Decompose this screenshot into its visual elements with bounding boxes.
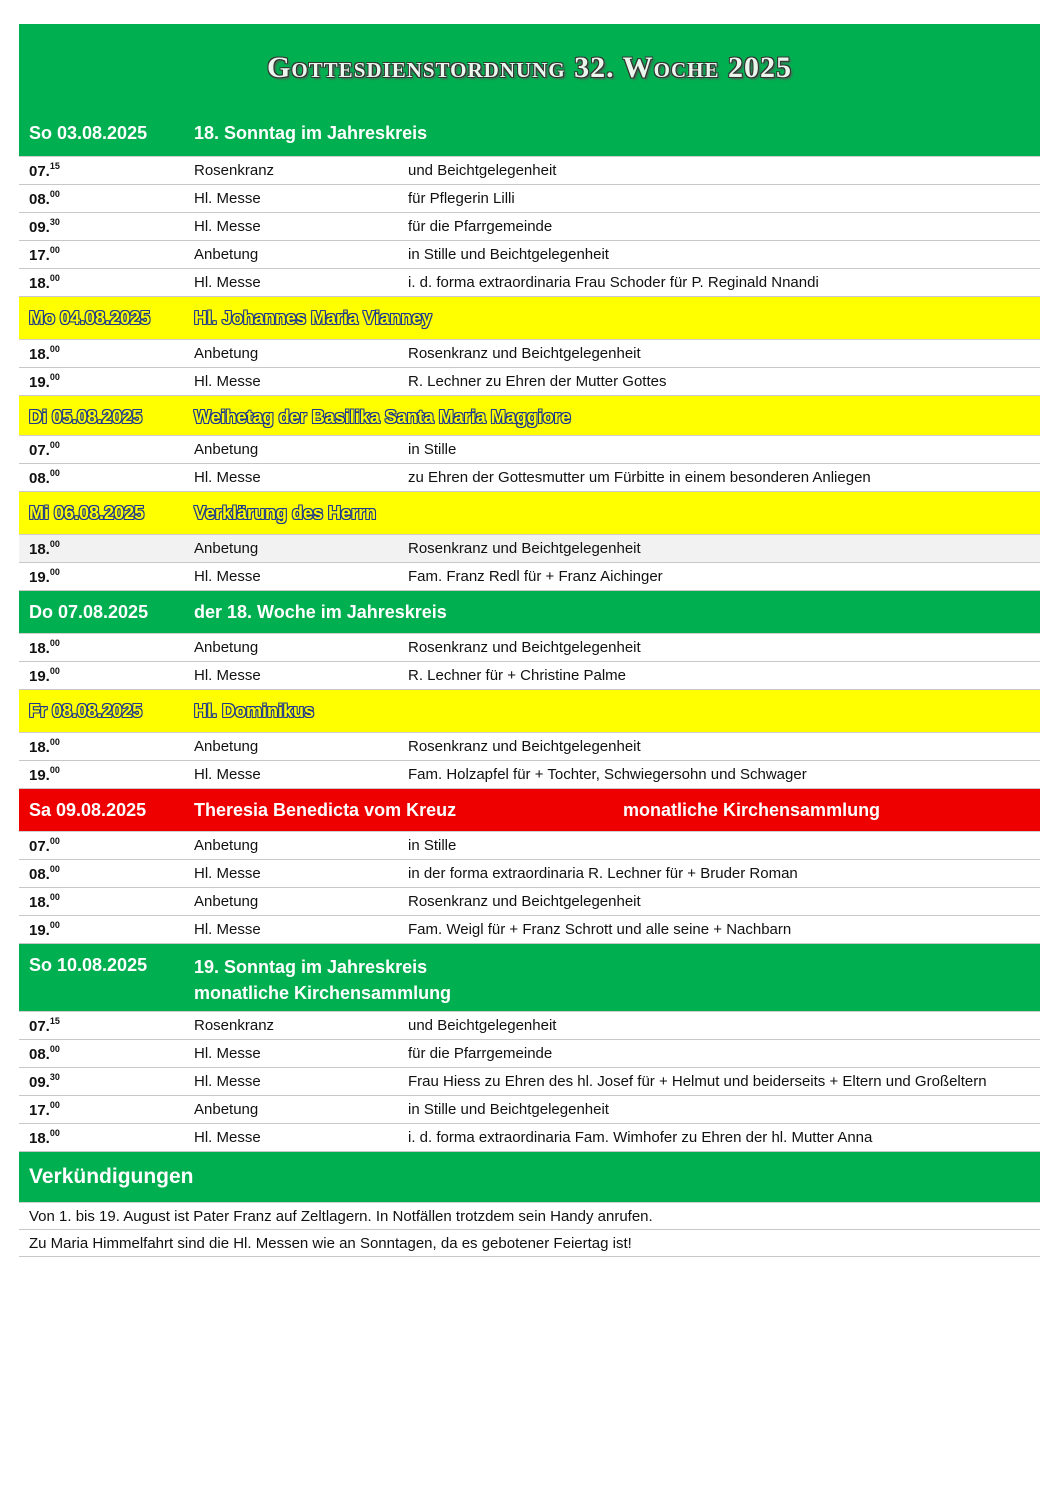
time-hour: 08. — [29, 1046, 50, 1063]
time-hour: 09. — [29, 219, 50, 236]
service-row — [19, 860, 1040, 888]
day-rows — [19, 1012, 1040, 1152]
service-time — [19, 539, 194, 558]
time-minute: 00 — [49, 1128, 60, 1138]
service-time — [19, 161, 194, 180]
schedule-sheet — [19, 24, 1040, 1257]
time-hour: 08. — [29, 191, 50, 208]
service-row — [19, 1068, 1040, 1096]
service-kind: Hl. Messe — [194, 921, 261, 938]
time-minute: 00 — [49, 892, 60, 902]
service-kind: Hl. Messe — [194, 1073, 261, 1090]
day-rows — [19, 535, 1040, 591]
service-time — [19, 1100, 194, 1119]
day-name: 18. Sonntag im Jahreskreis — [194, 123, 428, 143]
announcements-heading: Verkündigungen — [19, 1152, 1040, 1203]
service-time — [19, 189, 194, 208]
service-intention: Rosenkranz und Beichtgelegenheit — [408, 893, 641, 910]
time-hour: 08. — [29, 470, 50, 487]
service-kind: Rosenkranz — [194, 1017, 275, 1034]
time-minute: 00 — [49, 1044, 60, 1054]
service-kind: Anbetung — [194, 1101, 259, 1118]
service-row — [19, 436, 1040, 464]
service-intention: für die Pfarrgemeinde — [408, 218, 553, 235]
service-row — [19, 269, 1040, 297]
day-header-tuesday — [19, 396, 1040, 436]
time-hour: 07. — [29, 442, 50, 459]
service-time — [19, 1072, 194, 1091]
service-intention: Rosenkranz und Beichtgelegenheit — [408, 345, 641, 362]
service-time — [19, 765, 194, 784]
service-row — [19, 832, 1040, 860]
service-time — [19, 245, 194, 264]
service-row — [19, 464, 1040, 492]
time-minute: 15 — [49, 161, 60, 171]
time-minute: 00 — [49, 638, 60, 648]
day-name: Hl. Dominikus — [194, 701, 315, 721]
service-row — [19, 1012, 1040, 1040]
service-time — [19, 273, 194, 292]
service-kind: Anbetung — [194, 738, 259, 755]
day-date: So 03.08.2025 — [29, 123, 148, 143]
day-header-saturday — [19, 789, 1040, 832]
day-rows — [19, 340, 1040, 396]
day-rows — [19, 436, 1040, 492]
day-date: Mo 04.08.2025 — [29, 308, 151, 328]
service-time — [19, 1016, 194, 1035]
day-extra-note: monatliche Kirchensammlung — [194, 983, 452, 1003]
day-header-sunday-1008 — [19, 944, 1040, 1012]
time-minute: 00 — [49, 539, 60, 549]
service-kind: Hl. Messe — [194, 373, 261, 390]
day-date: So 10.08.2025 — [29, 955, 148, 975]
announcement-item: Von 1. bis 19. August ist Pater Franz auf Zeltlagern. In Notfällen trotzdem sein Handy anrufen. — [19, 1203, 1040, 1230]
time-hour: 08. — [29, 866, 50, 883]
time-hour: 18. — [29, 894, 50, 911]
service-time — [19, 440, 194, 459]
time-hour: 07. — [29, 838, 50, 855]
service-intention: Rosenkranz und Beichtgelegenheit — [408, 540, 641, 557]
service-time — [19, 864, 194, 883]
service-row — [19, 241, 1040, 269]
service-time — [19, 920, 194, 939]
time-hour: 17. — [29, 1102, 50, 1119]
service-time — [19, 666, 194, 685]
time-minute: 00 — [49, 245, 60, 255]
time-hour: 19. — [29, 922, 50, 939]
time-hour: 19. — [29, 668, 50, 685]
day-header-friday — [19, 690, 1040, 733]
day-rows — [19, 832, 1040, 944]
day-name: 19. Sonntag im Jahreskreis — [194, 957, 428, 977]
day-extra-note: monatliche Kirchensammlung — [623, 800, 881, 820]
service-intention: in Stille und Beichtgelegenheit — [408, 246, 609, 263]
service-intention: für Pflegerin Lilli — [408, 190, 515, 207]
day-name: Theresia Benedicta vom Kreuz — [194, 800, 457, 820]
service-time — [19, 372, 194, 391]
page-title: Gottesdienstordnung 32. Woche 2025 — [267, 51, 792, 84]
time-minute: 00 — [49, 920, 60, 930]
time-hour: 18. — [29, 640, 50, 657]
service-row — [19, 185, 1040, 213]
service-intention: in Stille — [408, 837, 457, 854]
day-name: Weihetag der Basilika Santa Maria Maggiore — [194, 407, 571, 427]
service-row — [19, 733, 1040, 761]
day-date: Do 07.08.2025 — [29, 602, 149, 622]
service-intention: in Stille — [408, 441, 457, 458]
time-hour: 19. — [29, 569, 50, 586]
time-hour: 18. — [29, 346, 50, 363]
day-name: Hl. Johannes Maria Vianney — [194, 308, 432, 328]
service-row — [19, 157, 1040, 185]
service-row — [19, 1040, 1040, 1068]
service-time — [19, 567, 194, 586]
service-kind: Anbetung — [194, 893, 259, 910]
service-row — [19, 916, 1040, 944]
service-kind: Anbetung — [194, 246, 259, 263]
service-row — [19, 535, 1040, 563]
day-rows — [19, 634, 1040, 690]
service-intention: i. d. forma extraordinaria Frau Schoder für P. Reginald Nnandi — [408, 274, 819, 291]
service-kind: Anbetung — [194, 441, 259, 458]
service-intention: und Beichtgelegenheit — [408, 1017, 557, 1034]
time-minute: 00 — [49, 737, 60, 747]
service-row — [19, 563, 1040, 591]
day-date: Mi 06.08.2025 — [29, 503, 145, 523]
service-kind: Hl. Messe — [194, 274, 261, 291]
time-hour: 18. — [29, 275, 50, 292]
service-row — [19, 213, 1040, 241]
service-intention: Fam. Weigl für + Franz Schrott und alle seine + Nachbarn — [408, 921, 792, 938]
service-row — [19, 340, 1040, 368]
service-kind: Hl. Messe — [194, 1129, 261, 1146]
time-minute: 00 — [49, 273, 60, 283]
day-name: Verklärung des Herrn — [194, 503, 377, 523]
service-time — [19, 1044, 194, 1063]
time-minute: 00 — [49, 765, 60, 775]
service-row — [19, 1124, 1040, 1152]
service-intention: in der forma extraordinaria R. Lechner für + Bruder Roman — [408, 865, 798, 882]
time-hour: 18. — [29, 541, 50, 558]
time-hour: 18. — [29, 1130, 50, 1147]
service-intention: R. Lechner für + Christine Palme — [408, 667, 627, 684]
day-date: Di 05.08.2025 — [29, 407, 143, 427]
service-kind: Hl. Messe — [194, 1045, 261, 1062]
service-intention: Fam. Franz Redl für + Franz Aichinger — [408, 568, 663, 585]
announcement-item: Zu Maria Himmelfahrt sind die Hl. Messen wie an Sonntagen, da es gebotener Feiertag ist! — [19, 1230, 1040, 1257]
service-kind: Hl. Messe — [194, 469, 261, 486]
service-kind: Anbetung — [194, 639, 259, 656]
service-row — [19, 662, 1040, 690]
service-kind: Rosenkranz — [194, 162, 275, 179]
time-minute: 30 — [49, 1072, 60, 1082]
time-minute: 00 — [49, 864, 60, 874]
service-kind: Anbetung — [194, 540, 259, 557]
time-minute: 00 — [49, 344, 60, 354]
service-row — [19, 888, 1040, 916]
service-kind: Hl. Messe — [194, 568, 261, 585]
service-kind: Hl. Messe — [194, 766, 261, 783]
service-intention: R. Lechner zu Ehren der Mutter Gottes — [408, 373, 667, 390]
service-row — [19, 761, 1040, 789]
time-hour: 07. — [29, 163, 50, 180]
service-time — [19, 217, 194, 236]
service-intention: in Stille und Beichtgelegenheit — [408, 1101, 609, 1118]
day-date: Sa 09.08.2025 — [29, 800, 147, 820]
day-name: der 18. Woche im Jahreskreis — [194, 602, 447, 622]
day-rows — [19, 733, 1040, 789]
day-date: Fr 08.08.2025 — [29, 701, 143, 721]
service-row — [19, 634, 1040, 662]
service-intention: Frau Hiess zu Ehren des hl. Josef für + Helmut und beiderseits + Eltern und Großeltern — [408, 1073, 987, 1090]
time-minute: 30 — [49, 217, 60, 227]
time-hour: 19. — [29, 374, 50, 391]
time-minute: 15 — [49, 1016, 60, 1026]
day-header-thursday — [19, 591, 1040, 634]
service-kind: Hl. Messe — [194, 667, 261, 684]
day-header-sunday-0308 — [19, 112, 1040, 157]
time-minute: 00 — [49, 1100, 60, 1110]
service-kind: Anbetung — [194, 837, 259, 854]
time-minute: 00 — [49, 189, 60, 199]
time-hour: 09. — [29, 1074, 50, 1091]
time-minute: 00 — [49, 836, 60, 846]
service-row — [19, 1096, 1040, 1124]
service-intention: für die Pfarrgemeinde — [408, 1045, 553, 1062]
time-minute: 00 — [49, 440, 60, 450]
service-intention: zu Ehren der Gottesmutter um Fürbitte in einem besonderen Anliegen — [408, 469, 871, 486]
service-row — [19, 368, 1040, 396]
service-time — [19, 836, 194, 855]
service-intention: i. d. forma extraordinaria Fam. Wimhofer zu Ehren der hl. Mutter Anna — [408, 1129, 873, 1146]
day-name-block — [184, 944, 451, 1006]
service-time — [19, 344, 194, 363]
time-hour: 19. — [29, 767, 50, 784]
service-kind: Hl. Messe — [194, 218, 261, 235]
service-time — [19, 737, 194, 756]
service-kind: Hl. Messe — [194, 190, 261, 207]
service-intention: Fam. Holzapfel für + Tochter, Schwiegersohn und Schwager — [408, 766, 807, 783]
service-time — [19, 468, 194, 487]
service-kind: Anbetung — [194, 345, 259, 362]
time-minute: 00 — [49, 567, 60, 577]
time-minute: 00 — [49, 468, 60, 478]
time-hour: 18. — [29, 739, 50, 756]
service-kind: Hl. Messe — [194, 865, 261, 882]
service-intention: Rosenkranz und Beichtgelegenheit — [408, 738, 641, 755]
service-intention: Rosenkranz und Beichtgelegenheit — [408, 639, 641, 656]
day-header-wednesday — [19, 492, 1040, 535]
time-hour: 17. — [29, 247, 50, 264]
time-minute: 00 — [49, 372, 60, 382]
service-time — [19, 892, 194, 911]
time-hour: 07. — [29, 1018, 50, 1035]
service-time — [19, 638, 194, 657]
time-minute: 00 — [49, 666, 60, 676]
day-header-monday — [19, 297, 1040, 340]
service-time — [19, 1128, 194, 1147]
day-rows — [19, 157, 1040, 297]
title-bar — [19, 24, 1040, 112]
service-intention: und Beichtgelegenheit — [408, 162, 557, 179]
